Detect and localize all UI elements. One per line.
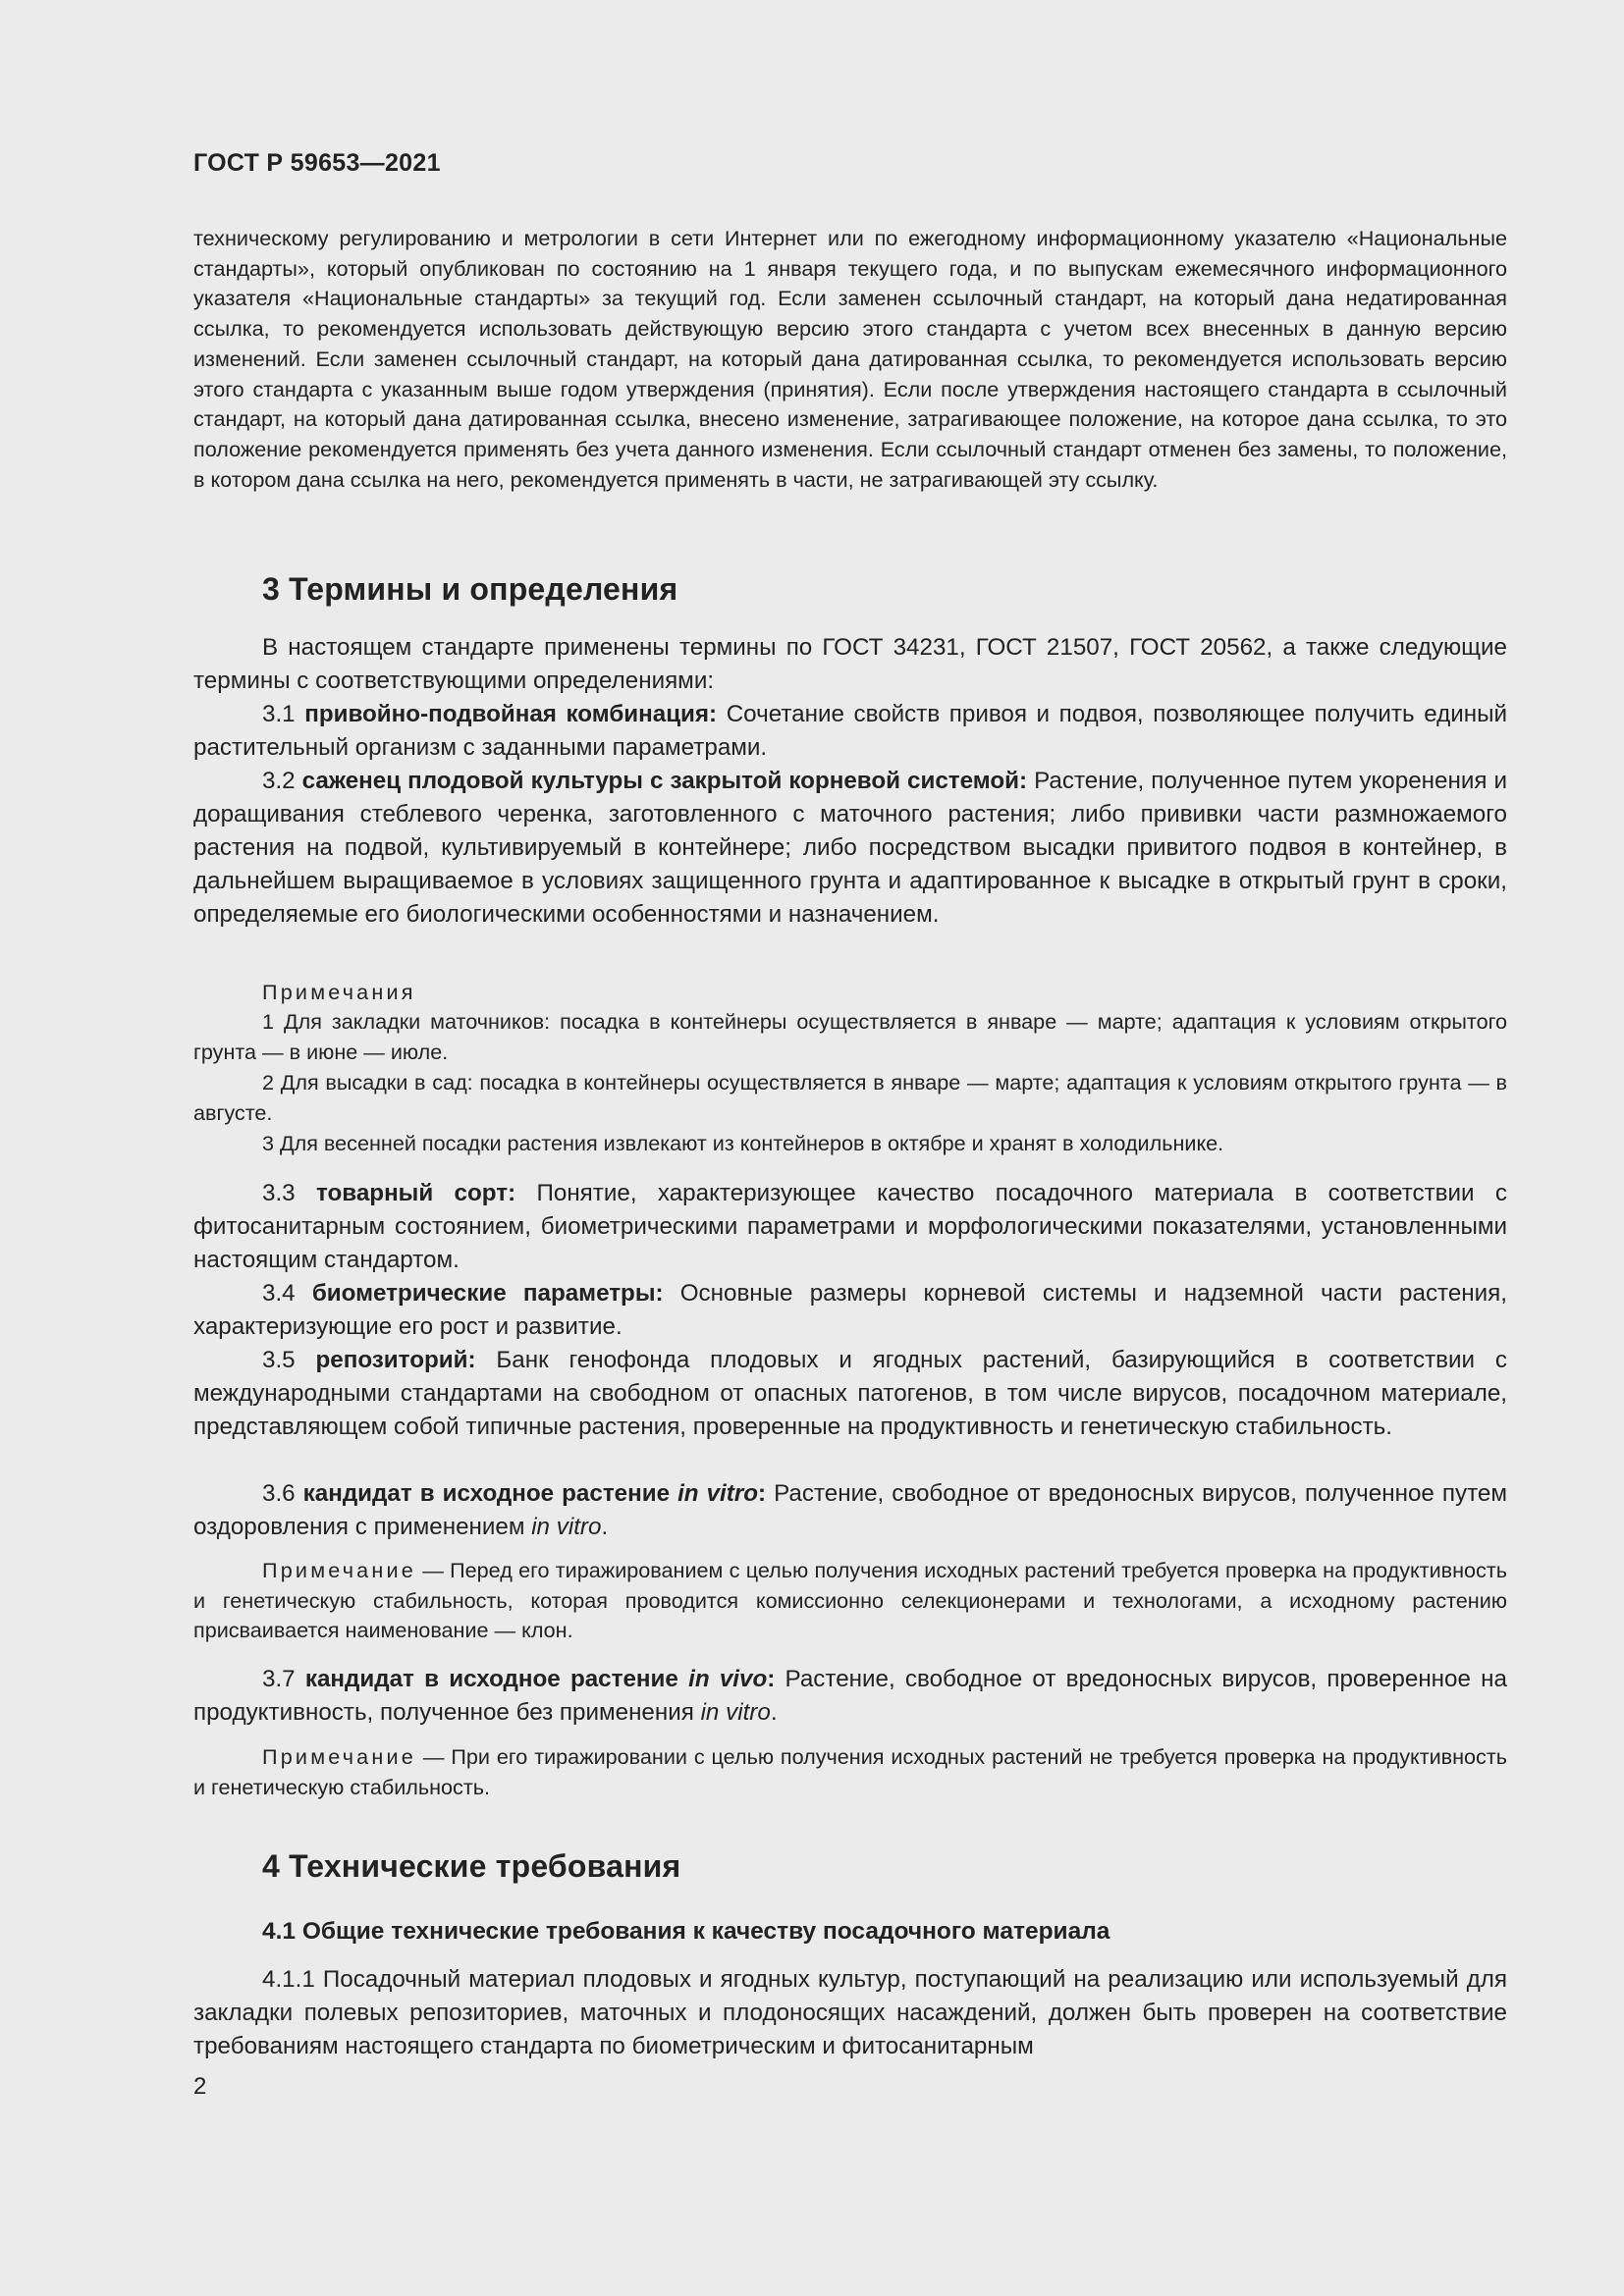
term-definition-italic: in vitro [700, 1699, 771, 1726]
term-definition: Основные размеры корневой системы и надземной части растения, характеризующие его рост и развитие. [193, 1280, 1507, 1340]
note-label: Примечание [262, 1558, 416, 1582]
note-3-7 [193, 1742, 1507, 1802]
section-4-title: 4 Технические требования [262, 1848, 681, 1884]
term-name: привойно-подвойная комбинация: [304, 701, 718, 727]
subsection-4-1-title: 4.1 Общие технические требования к качеству посадочного материала [262, 1918, 1110, 1945]
term-name: кандидат в исходное растение in vivo: [304, 1666, 776, 1692]
term-3-4 [193, 1277, 1507, 1344]
term-definition: Банк генофонда плодовых и ягодных растений, базирующийся в соответствии с международными стандартами на свободном от опасных патогенов, в том числе вирусов, посадочном материале, представляющем собой типичные растения, проверенные на продуктивность и генетическую стабильность. [193, 1347, 1507, 1440]
note-text: — При его тиражировании с целью получения исходных растений не требуется проверка на продуктивность и генетическую стабильность. [193, 1744, 1507, 1799]
term-number: 3.6 [262, 1480, 303, 1507]
note-item-3: 3 Для весенней посадки растения извлекают из контейнеров в октябре и хранят в холодильнике. [262, 1131, 1224, 1155]
term-definition: Растение, свободное от вредоносных вирусов, проверенное на продуктивность, полученное без применения [193, 1666, 1507, 1726]
term-number: 3.4 [262, 1280, 312, 1307]
notes-heading: Примечания [262, 980, 416, 1004]
term-3-7: 3.7 кандидат в исходное растение in vivo: Растение, свободное от вредоносных вирусов, проверенное на продуктивность, полученное без применения in vitro. [193, 1666, 1507, 1726]
term-3-2 [193, 765, 1507, 932]
term-number: 3.5 [262, 1347, 316, 1373]
note-text: — Перед его тиражированием с целью получения исходных растений требуется проверка на продуктивность и генетическую стабильность, которая проводится комиссионно селекционерами и технологами, а исходному растению присваивается наименование — клон. [193, 1558, 1507, 1643]
term-name: биометрические параметры: [311, 1280, 664, 1307]
term-number: 3.2 [262, 768, 302, 794]
section-3-intro: В настоящем стандарте применены термины по ГОСТ 34231, ГОСТ 21507, ГОСТ 20562, а также следующие термины с соответствующими определениями: [193, 634, 1507, 694]
note-3-6 [193, 1556, 1507, 1646]
term-definition: Понятие, характеризующее качество посадочного материала в соответствии с фитосанитарным состоянием, биометрическими параметрами и морфологическими показателями, установленными настоящим стандартом. [193, 1180, 1507, 1273]
section-3-title: 3 Термины и определения [262, 571, 678, 607]
term-definition: Сочетание свойств привоя и подвоя, позволяющее получить единый растительный организм с заданными параметрами. [193, 701, 1507, 761]
term-name: репозиторий: [315, 1347, 476, 1373]
document-code-header: ГОСТ Р 59653—2021 [193, 149, 441, 177]
term-definition-italic: in vitro [531, 1514, 602, 1540]
note-item-2: 2 Для высадки в сад: посадка в контейнеры осуществляется в январе — марте; адаптация к условиям открытого грунта — в августе. [193, 1070, 1507, 1125]
paragraph-4-1-1: 4.1.1 Посадочный материал плодовых и ягодных культур, поступающий на реализацию или используемый для закладки полевых репозиториев, маточных и плодоносящих насаждений, должен быть проверен на соответствие требованиям настоящего стандарта по биометрическим и фитосанитарным [193, 1966, 1507, 2059]
term-number: 3.3 [262, 1180, 316, 1206]
term-name: товарный сорт: [315, 1180, 516, 1206]
term-number: 3.1 [262, 701, 305, 727]
term-name: кандидат в исходное растение in vitro: [302, 1480, 767, 1507]
term-definition: Растение, полученное путем укоренения и доращивания стеблевого черенка, заготовленного с маточного растения; либо прививки части размножаемого растения на подвой, культивируемый в контейнере; либо посредством высадки привитого подвоя в контейнер, в дальнейшем выращиваемое в условиях защищенного грунта и адаптированное к высадке в открытый грунт в сроки, определяемые его биологическими особенностями и назначением. [193, 768, 1507, 928]
intro-paragraph: техническому регулированию и метрологии в сети Интернет или по ежегодному информационному указателю «Национальные стандарты», который опубликован по состоянию на 1 января текущего года, и по выпускам ежемесячного информационного указателя «Национальные стандарты» за текущий год. Если заменен ссылочный стандарт, на который дана недатированная ссылка, то рекомендуется использовать действующую версию этого стандарта с учетом всех внесенных в данную версию изменений. Если заменен ссылочный стандарт, на который дана датированная ссылка, то рекомендуется использовать версию этого стандарта с указанным выше годом утверждения (принятия). Если после утверждения настоящего стандарта в ссылочный стандарт, на который дана датированная ссылка, внесено изменение, затрагивающее положение, на которое дана ссылка, то это положение рекомендуется применять без учета данного изменения. Если ссылочный стандарт отменен без замены, то положение, в котором дана ссылка на него, рекомендуется применять в части, не затрагивающей эту ссылку. [193, 226, 1507, 492]
term-number: 3.7 [262, 1666, 305, 1692]
page-number: 2 [193, 2073, 207, 2100]
term-definition: Растение, свободное от вредоносных вирусов, полученное путем оздоровления с применением [193, 1480, 1507, 1540]
term-3-1 [193, 698, 1507, 765]
note-label: Примечание [262, 1744, 416, 1769]
note-item-1: 1 Для закладки маточников: посадка в контейнеры осуществляется в январе — марте; адаптация к условиям открытого грунта — в июне — июле. [193, 1009, 1507, 1064]
term-3-6: 3.6 кандидат в исходное растение in vitro: Растение, свободное от вредоносных вирусов, полученное путем оздоровления с применением in vitro. [193, 1480, 1507, 1540]
term-3-3 [193, 1177, 1507, 1277]
term-name: саженец плодовой культуры с закрытой корневой системой: [301, 768, 1028, 794]
term-3-5 [193, 1344, 1507, 1444]
